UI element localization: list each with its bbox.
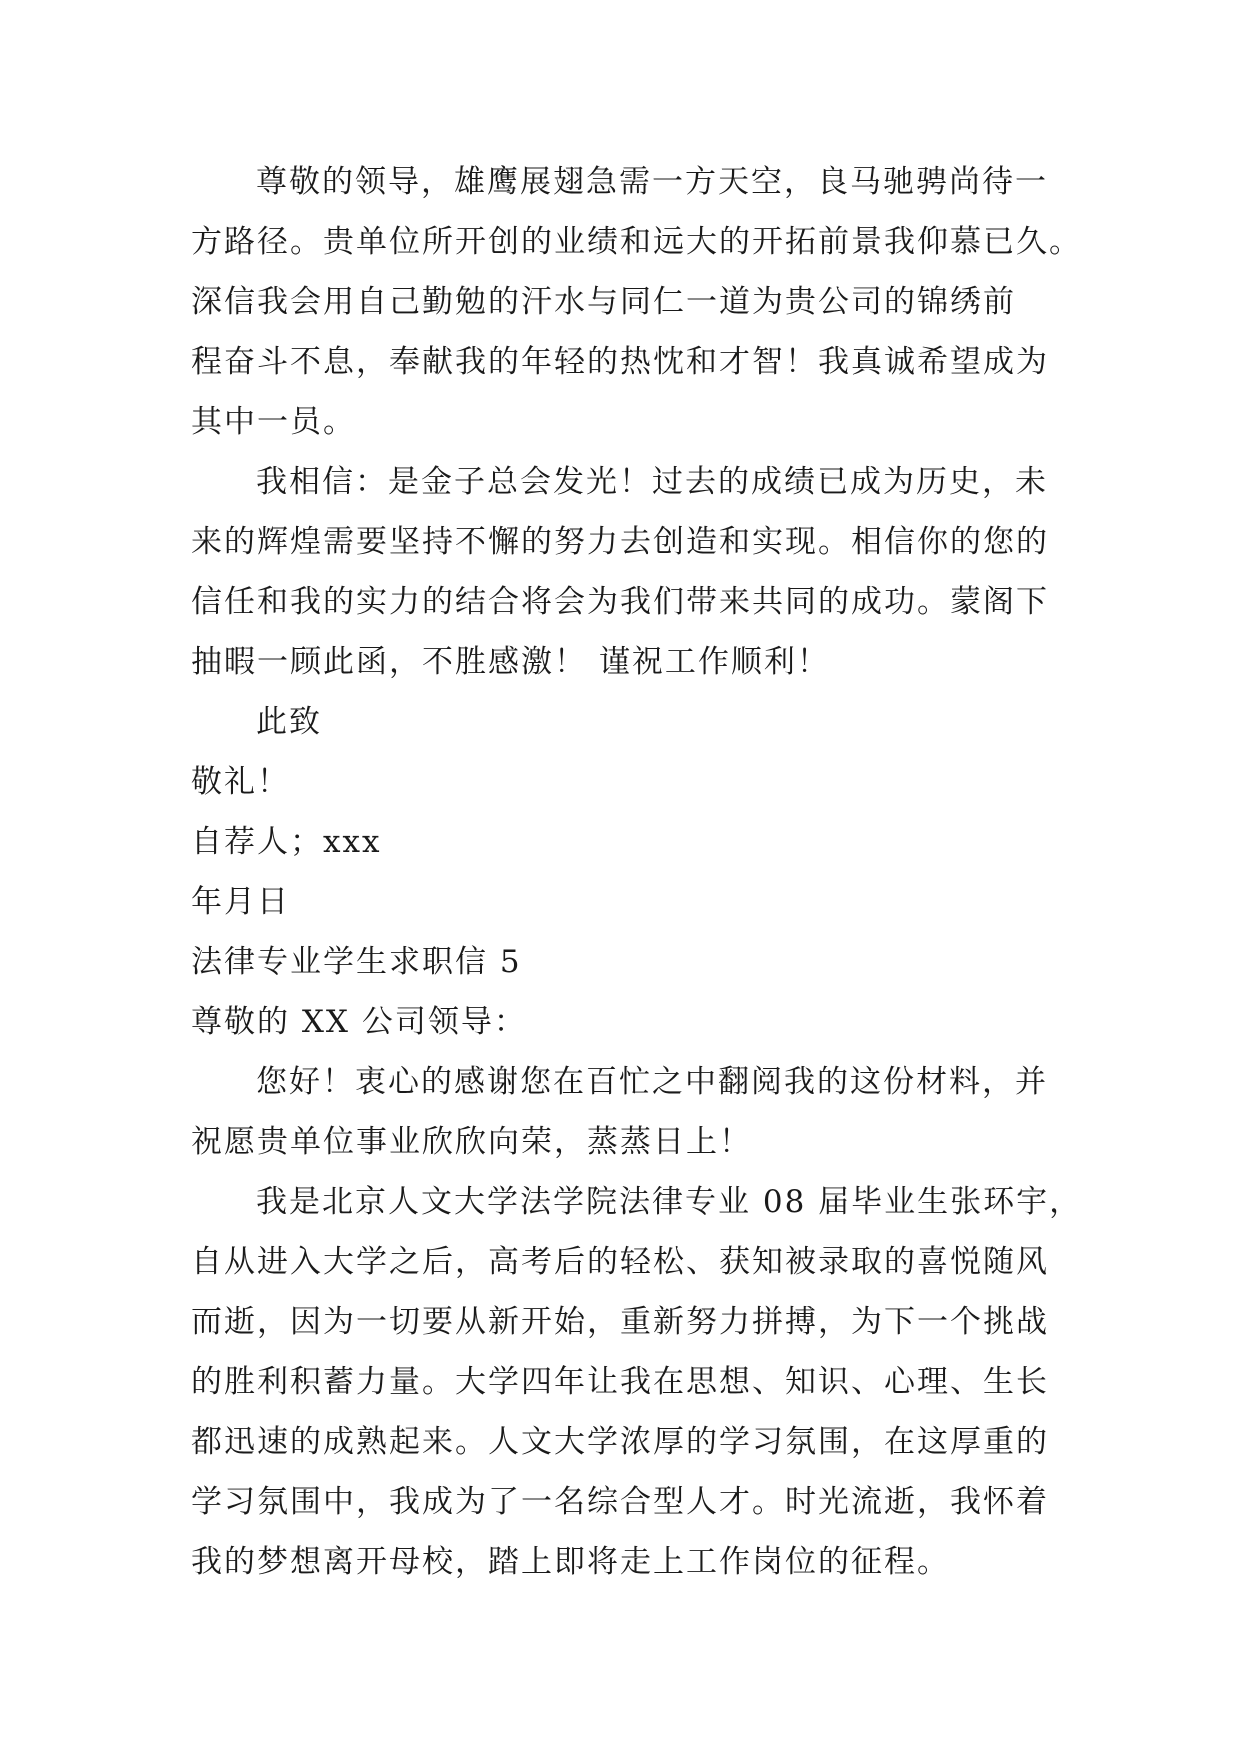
text-line: 自荐人；xxx (191, 824, 382, 860)
text-line: 学习氛围中，我成为了一名综合型人才。时光流逝，我怀着 (191, 1484, 1049, 1520)
text-line: 尊敬的 XX 公司领导： (191, 1004, 527, 1040)
text-line: 尊敬的领导，雄鹰展翅急需一方天空，良马驰骋尚待一 (256, 164, 1048, 200)
text-line: 法律专业学生求职信 5 (191, 944, 522, 980)
text-line: 我是北京人文大学法学院法律专业 08 届毕业生张环宇， (256, 1184, 1083, 1220)
text-line: 我相信：是金子总会发光！过去的成绩已成为历史，未 (256, 464, 1048, 500)
text-line: 我的梦想离开母校，踏上即将走上工作岗位的征程。 (191, 1544, 950, 1580)
letter-body (191, 152, 1083, 1592)
text-line: 的胜利积蓄力量。大学四年让我在思想、知识、心理、生长 (191, 1364, 1049, 1400)
text-line: 来的辉煌需要坚持不懈的努力去创造和实现。相信你的您的 (191, 524, 1049, 560)
text-line: 抽暇一顾此函，不胜感激！ 谨祝工作顺利！ (191, 644, 830, 680)
text-line: 都迅速的成熟起来。人文大学浓厚的学习氛围，在这厚重的 (191, 1424, 1049, 1460)
text-line: 其中一员。 (191, 404, 356, 440)
text-line: 您好！衷心的感谢您在百忙之中翻阅我的这份材料，并 (256, 1064, 1048, 1100)
text-line: 方路径。贵单位所开创的业绩和远大的开拓前景我仰慕已久。 (191, 224, 1082, 260)
text-line: 程奋斗不息，奉献我的年轻的热忱和才智！我真诚希望成为 (191, 344, 1049, 380)
text-line: 自从进入大学之后，高考后的轻松、获知被录取的喜悦随风 (191, 1244, 1049, 1280)
text-line: 深信我会用自己勤勉的汗水与同仁一道为贵公司的锦绣前 (191, 284, 1016, 320)
text-line: 而逝，因为一切要从新开始，重新努力拼搏，为下一个挑战 (191, 1304, 1049, 1340)
text-line: 年月日 (191, 884, 290, 920)
text-line: 敬礼！ (191, 764, 290, 800)
text-line: 信任和我的实力的结合将会为我们带来共同的成功。蒙阁下 (191, 584, 1049, 620)
text-line: 此致 (256, 704, 322, 740)
text-line: 祝愿贵单位事业欣欣向荣，蒸蒸日上！ (191, 1124, 752, 1160)
